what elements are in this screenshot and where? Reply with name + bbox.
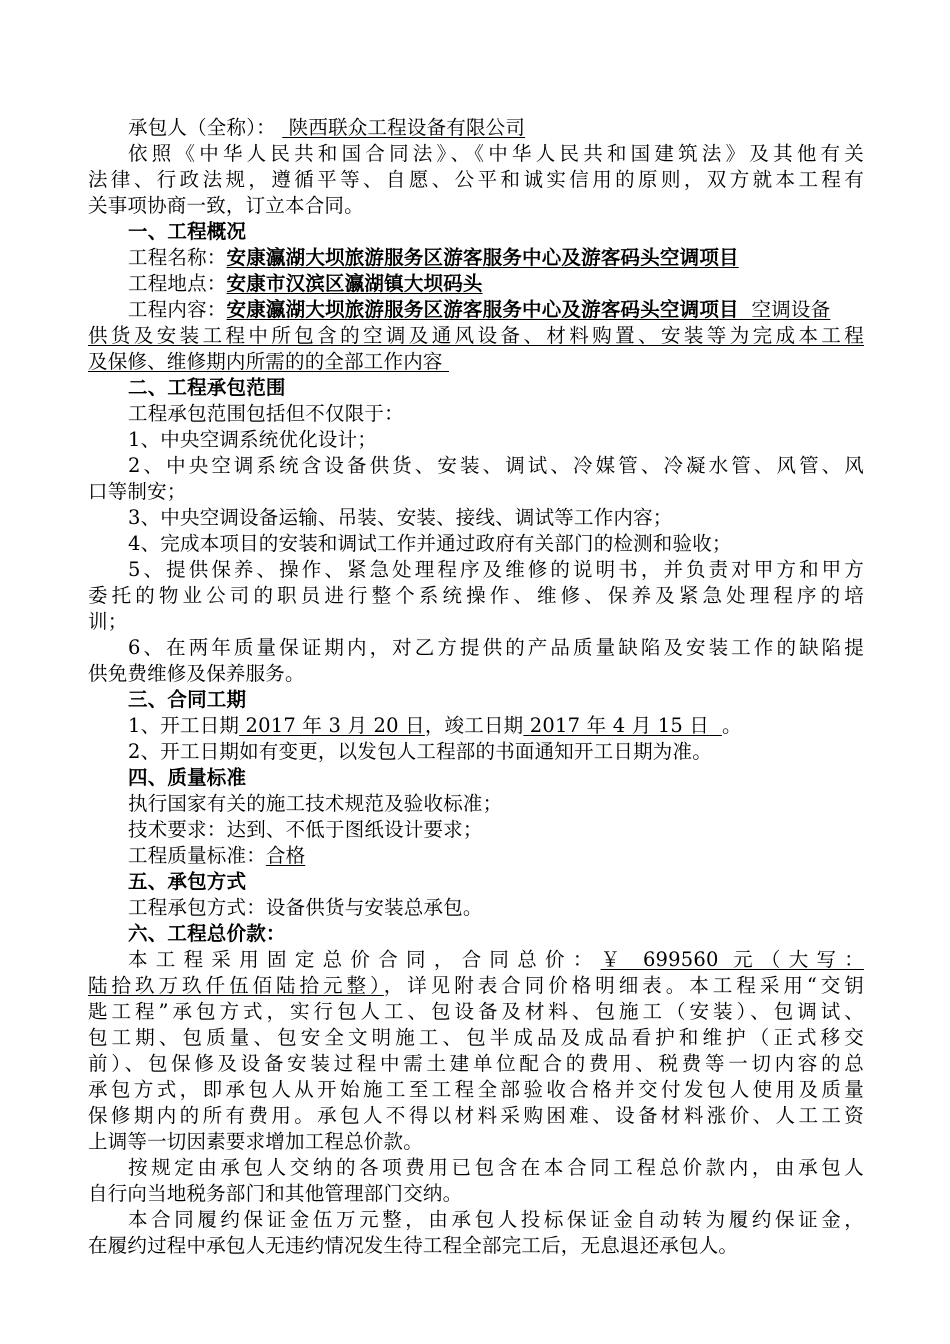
scope-item-4: 4、完成本项目的安装和调试工作并通过政府有关部门的检测和验收； — [128, 532, 732, 555]
intro-line-1: 依照《中华人民共和国合同法》、《中华人民共和国建筑法》及其他有关 — [128, 142, 864, 165]
scope-item-1: 1、中央空调系统优化设计； — [128, 428, 378, 451]
section-4-heading: 四、质量标准 — [128, 766, 247, 789]
project-content-line — [128, 297, 864, 323]
price-line-1: 本工程采用固定总价合同，合同总价：￥ 699560 元（大写： — [128, 948, 864, 971]
quality-standard-value: 合格 — [265, 844, 306, 867]
project-name-value: 安康瀛湖大坝旅游服务区游客服务中心及游客码头空调项目 — [226, 246, 739, 269]
scope-intro: 工程承包范围包括但不仅限于： — [128, 402, 404, 425]
project-content-line-3: 及保修、维修期内所需的的全部工作内容 — [88, 350, 443, 373]
quality-line-1: 执行国家有关的施工技术规范及验收标准； — [128, 792, 503, 815]
section-2-heading: 二、工程承包范围 — [128, 376, 286, 399]
start-date: 2017 年 3 月 20 日 — [245, 714, 425, 737]
scope-item-5-line-2: 委托的物业公司的职员进行整个系统操作、维修、保养及紧急处理程序的培 — [88, 584, 864, 607]
price-line-4: 包工期、包质量、包安全文明施工、包半成品及成品看护和维护（正式移交 — [88, 1026, 864, 1049]
project-content-value: 安康瀛湖大坝旅游服务区游客服务中心及游客码头空调项目 空调设备 — [226, 298, 831, 321]
section-3-heading: 三、合同工期 — [128, 688, 247, 711]
project-name-line — [128, 245, 864, 271]
scope-item-2-line-1: 2、中央空调系统含设备供货、安装、调试、冷媒管、冷凝水管、风管、风 — [128, 454, 864, 477]
scope-item-6-line-2: 供免费维修及保养服务。 — [88, 662, 305, 685]
deposit-line-1: 本合同履约保证金伍万元整，由承包人投标保证金自动转为履约保证金， — [128, 1208, 864, 1231]
scope-item-6-line-1: 6、在两年质量保证期内，对乙方提供的产品质量缺陷及安装工作的缺陷提 — [128, 636, 864, 659]
price-line-3: 匙工程”承包方式，实行包人工、包设备及材料、包施工（安装）、包调试、 — [88, 1000, 864, 1023]
price-line-8: 上调等一切因素要求增加工程总价款。 — [88, 1130, 423, 1153]
total-price-words: 陆拾玖万玖仟伍佰陆拾元整） — [88, 974, 384, 997]
contractor-line — [128, 115, 864, 141]
price-line-5: 前）、包保修及设备安装过程中需土建单位配合的费用、税费等一切内容的总 — [88, 1052, 864, 1075]
end-date: 2017 年 4 月 15 日 — [529, 714, 710, 737]
project-content-line-2: 供货及安装工程中所包含的空调及通风设备、材料购置、安装等为完成本工程 — [88, 324, 864, 347]
project-place-value: 安康市汉滨区瀛湖镇大坝码头 — [226, 272, 483, 295]
scope-item-3: 3、中央空调设备运输、吊装、安装、接线、调试等工作内容； — [128, 506, 673, 529]
price-line-7: 保修期内的所有费用。承包人不得以材料采购困难、设备材料涨价、人工工资 — [88, 1104, 864, 1127]
scope-item-2-line-2: 口等制安； — [88, 480, 187, 503]
section-6-heading: 六、工程总价款： — [128, 922, 286, 945]
total-price: ￥ 699560 元（大写： — [600, 948, 864, 971]
contractor-label: 承包人（全称）： — [128, 116, 276, 139]
intro-line-3: 关事项协商一致，订立本合同。 — [88, 194, 364, 217]
quality-line-2: 技术要求：达到、不低于图纸设计要求； — [128, 818, 483, 841]
schedule-line-1: 1、开工日期 2017 年 3 月 20 日，竣工日期 2017 年 4 月 15 日 。 — [128, 714, 742, 737]
scope-item-5-line-3: 训； — [88, 610, 128, 633]
section-1-heading: 一、工程概况 — [128, 220, 247, 243]
project-place-line — [128, 271, 864, 297]
schedule-line-2: 2、开工日期如有变更，以发包人工程部的书面通知开工日期为准。 — [128, 740, 712, 763]
price-line-2: 陆拾玖万玖仟伍佰陆拾元整），详见附表合同价格明细表。本工程采用“交钥 — [88, 974, 864, 997]
quality-line-3: 工程质量标准：合格 — [128, 844, 306, 867]
scope-item-5-line-1: 5、提供保养、操作、紧急处理程序及维修的说明书，并负责对甲方和甲方 — [128, 558, 864, 581]
fees-line-2: 自行向当地税务部门和其他管理部门交纳。 — [88, 1182, 463, 1205]
project-content-label: 工程内容： — [128, 298, 227, 321]
fees-line-1: 按规定由承包人交纳的各项费用已包含在本合同工程总价款内，由承包人 — [128, 1156, 864, 1179]
section-5-heading: 五、承包方式 — [128, 870, 247, 893]
project-name-label: 工程名称： — [128, 246, 227, 269]
intro-line-2: 法律、行政法规，遵循平等、自愿、公平和诚实信用的原则，双方就本工程有 — [88, 168, 864, 191]
project-place-label: 工程地点： — [128, 272, 227, 295]
contract-mode-line: 工程承包方式：设备供货与安装总承包。 — [128, 896, 483, 919]
price-line-6: 承包方式，即承包人从开始施工至工程全部验收合格并交付发包人使用及质量 — [88, 1078, 864, 1101]
deposit-line-2: 在履约过程中承包人无违约情况发生待工程全部完工后，无息退还承包人。 — [88, 1234, 739, 1257]
contractor-name: 陕西联众工程设备有限公司 — [288, 116, 526, 139]
